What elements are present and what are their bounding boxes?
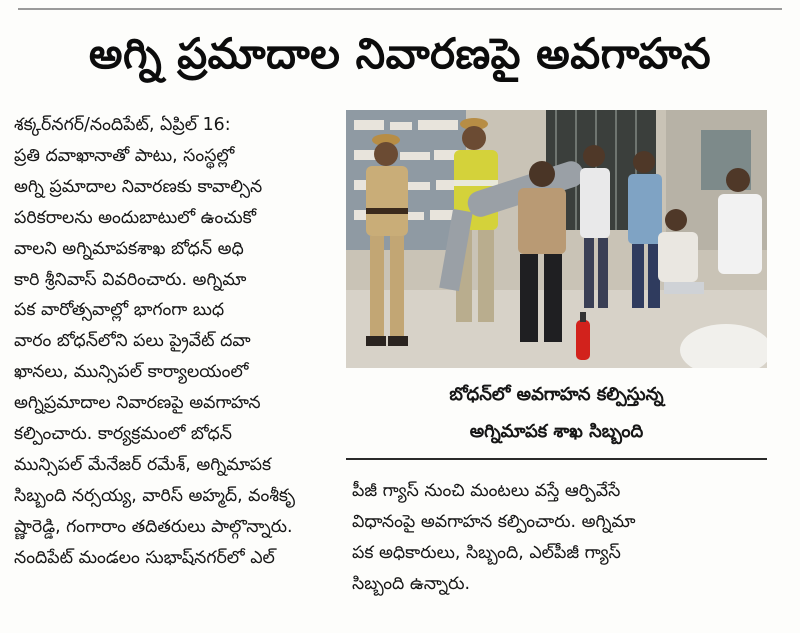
caption-line: అగ్నిమాపక శాఖ సిబ్బంది xyxy=(469,421,644,442)
article-body-right xyxy=(352,476,772,600)
caption-line: బోధన్‌లో అవగాహన కల్పిస్తున్న xyxy=(449,384,664,405)
body-line: పరికరాలను అందుబాటులో ఉంచుకో xyxy=(14,207,257,228)
body-line: శక్కర్‌నగర్/నందిపేట్, ఏప్రిల్ 16: xyxy=(14,115,231,135)
body-line: విధానంపై అవగాహన కల్పించారు. అగ్నిమా xyxy=(352,511,636,532)
caption-rule xyxy=(346,458,767,460)
top-rule xyxy=(18,8,782,10)
body-line: కల్పించారు. కార్యక్రమంలో బోధన్ xyxy=(14,424,232,445)
body-line: ఖానలు, మున్సిపల్ కార్యాలయంలో xyxy=(14,362,249,383)
body-line: మున్సిపల్ మేనేజర్ రమేశ్, అగ్నిమాపక xyxy=(14,454,272,475)
news-photo xyxy=(346,110,767,368)
photo-caption xyxy=(346,376,767,450)
body-line: ష్ణారెడ్డి, గంగారాం తదితరులు పాల్గొన్నారు. xyxy=(14,516,293,537)
body-line: అగ్ని ప్రమాదాల నివారణకు కావాల్సిన xyxy=(14,176,263,197)
body-line: అగ్నిప్రమాదాల నివారణపై అవగాహన xyxy=(14,393,261,414)
body-line: సిబ్బంది ఉన్నారు. xyxy=(352,573,470,594)
body-line: వారం బోధన్‌లోని పలు ప్రైవేట్ దవా xyxy=(14,331,251,352)
body-line: వాలని అగ్నిమాపకశాఖ బోధన్ అధి xyxy=(14,238,244,259)
body-line: సిబ్బంది నర్సయ్య, వారిస్ అహ్మద్, వంశీకృ xyxy=(14,485,295,506)
body-line: నందిపేట్ మండలం సుభాష్‌నగర్‌లో ఎల్ xyxy=(14,547,275,568)
body-line: పక అధికారులు, సిబ్బంది, ఎల్‌పీజీ గ్యాస్ xyxy=(352,542,621,563)
article-body-left xyxy=(14,110,332,574)
body-line: పక వారోత్సవాల్లో భాగంగా బుధ xyxy=(14,300,225,321)
body-line: ప్రతి దవాఖానాతో పాటు, సంస్థల్లో xyxy=(14,145,235,166)
body-line: పీజీ గ్యాస్ నుంచి మంటలు వస్తే ఆర్పివేసే xyxy=(352,481,621,501)
body-line: కారి శ్రీనివాస్ వివరించారు. అగ్నిమా xyxy=(14,269,247,290)
headline: అగ్ని ప్రమాదాల నివారణపై అవగాహన xyxy=(88,29,712,78)
